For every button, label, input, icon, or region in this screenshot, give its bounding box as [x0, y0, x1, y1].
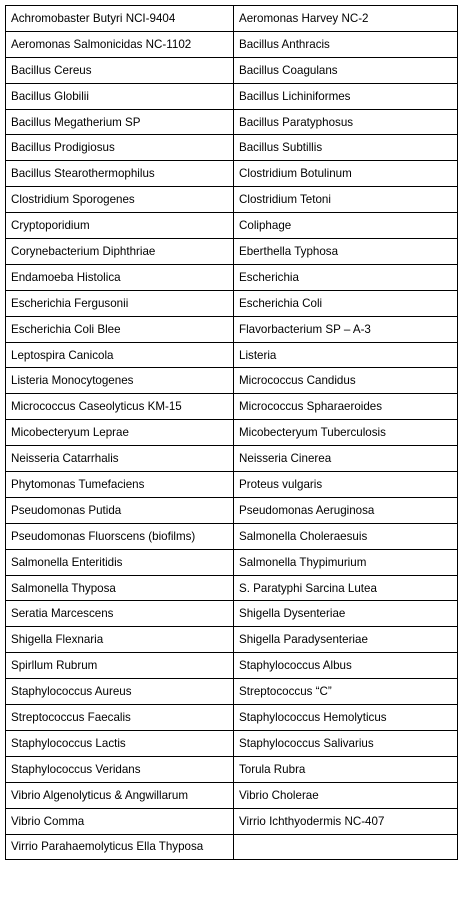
table-cell: Staphylococcus Hemolyticus — [234, 705, 458, 731]
table-row — [6, 834, 458, 860]
table-row — [6, 472, 458, 498]
table-cell: Micobecteryum Tuberculosis — [234, 420, 458, 446]
organism-table-body — [6, 6, 458, 860]
table-cell: Vibrio Comma — [6, 808, 234, 834]
table-cell: Coliphage — [234, 213, 458, 239]
table-cell: Virrio Parahaemolyticus Ella Thyposa — [6, 834, 234, 860]
table-cell: Clostridium Sporogenes — [6, 187, 234, 213]
table-cell: Bacillus Anthracis — [234, 31, 458, 57]
table-row — [6, 264, 458, 290]
table-row — [6, 6, 458, 32]
table-row — [6, 290, 458, 316]
table-cell: Staphylococcus Veridans — [6, 756, 234, 782]
table-row — [6, 342, 458, 368]
table-row — [6, 627, 458, 653]
table-cell: Streptococcus “C” — [234, 679, 458, 705]
table-row — [6, 756, 458, 782]
table-cell: Listeria Monocytogenes — [6, 368, 234, 394]
table-cell: Vibrio Algenolyticus & Angwillarum — [6, 782, 234, 808]
table-cell: Torula Rubra — [234, 756, 458, 782]
table-row — [6, 187, 458, 213]
table-cell: Escherichia Fergusonii — [6, 290, 234, 316]
table-row — [6, 679, 458, 705]
table-row — [6, 109, 458, 135]
table-row — [6, 394, 458, 420]
table-cell: Micrococcus Spharaeroides — [234, 394, 458, 420]
table-cell: Salmonella Enteritidis — [6, 549, 234, 575]
table-cell: Bacillus Globilii — [6, 83, 234, 109]
table-cell: Shigella Dysenteriae — [234, 601, 458, 627]
table-cell: Bacillus Coagulans — [234, 57, 458, 83]
table-cell: Achromobaster Butyri NCI-9404 — [6, 6, 234, 32]
table-row — [6, 161, 458, 187]
table-cell: Pseudomonas Fluorscens (biofilms) — [6, 523, 234, 549]
table-row — [6, 705, 458, 731]
table-cell: Micrococcus Candidus — [234, 368, 458, 394]
table-cell: Staphylococcus Albus — [234, 653, 458, 679]
table-cell: Proteus vulgaris — [234, 472, 458, 498]
table-cell: Streptococcus Faecalis — [6, 705, 234, 731]
table-cell: Shigella Paradysenteriae — [234, 627, 458, 653]
table-cell — [234, 834, 458, 860]
table-row — [6, 575, 458, 601]
table-cell: Virrio Ichthyodermis NC-407 — [234, 808, 458, 834]
table-row — [6, 653, 458, 679]
table-cell: Spirllum Rubrum — [6, 653, 234, 679]
table-cell: Listeria — [234, 342, 458, 368]
table-cell: Cryptoporidium — [6, 213, 234, 239]
table-cell: Bacillus Megatherium SP — [6, 109, 234, 135]
table-cell: Endamoeba Histolica — [6, 264, 234, 290]
table-cell: Shigella Flexnaria — [6, 627, 234, 653]
table-row — [6, 730, 458, 756]
table-cell: Micobecteryum Leprae — [6, 420, 234, 446]
table-cell: Micrococcus Caseolyticus KM-15 — [6, 394, 234, 420]
table-cell: Aeromonas Harvey NC-2 — [234, 6, 458, 32]
table-row — [6, 368, 458, 394]
table-row — [6, 523, 458, 549]
table-cell: Bacillus Paratyphosus — [234, 109, 458, 135]
table-cell: Bacillus Stearothermophilus — [6, 161, 234, 187]
table-cell: Leptospira Canicola — [6, 342, 234, 368]
organism-table — [5, 5, 458, 860]
table-cell: Staphylococcus Aureus — [6, 679, 234, 705]
table-row — [6, 601, 458, 627]
table-cell: Bacillus Prodigiosus — [6, 135, 234, 161]
table-cell: Staphylococcus Lactis — [6, 730, 234, 756]
table-cell: Escherichia — [234, 264, 458, 290]
table-cell: Pseudomonas Aeruginosa — [234, 497, 458, 523]
table-row — [6, 83, 458, 109]
table-row — [6, 446, 458, 472]
table-cell: Corynebacterium Diphthriae — [6, 239, 234, 265]
table-row — [6, 213, 458, 239]
table-cell: Clostridium Tetoni — [234, 187, 458, 213]
table-cell: Salmonella Thyposa — [6, 575, 234, 601]
table-row — [6, 239, 458, 265]
table-cell: Salmonella Thypimurium — [234, 549, 458, 575]
table-cell: Phytomonas Tumefaciens — [6, 472, 234, 498]
table-cell: Aeromonas Salmonicidas NC-1102 — [6, 31, 234, 57]
table-cell: Eberthella Typhosa — [234, 239, 458, 265]
table-row — [6, 549, 458, 575]
table-cell: Pseudomonas Putida — [6, 497, 234, 523]
table-cell: Bacillus Lichiniformes — [234, 83, 458, 109]
table-cell: Neisseria Catarrhalis — [6, 446, 234, 472]
table-cell: S. Paratyphi Sarcina Lutea — [234, 575, 458, 601]
table-row — [6, 57, 458, 83]
table-cell: Escherichia Coli Blee — [6, 316, 234, 342]
table-row — [6, 31, 458, 57]
table-cell: Escherichia Coli — [234, 290, 458, 316]
table-cell: Vibrio Cholerae — [234, 782, 458, 808]
table-cell: Flavorbacterium SP – A-3 — [234, 316, 458, 342]
table-cell: Neisseria Cinerea — [234, 446, 458, 472]
table-row — [6, 808, 458, 834]
table-cell: Staphylococcus Salivarius — [234, 730, 458, 756]
table-cell: Bacillus Cereus — [6, 57, 234, 83]
table-row — [6, 316, 458, 342]
table-row — [6, 420, 458, 446]
table-row — [6, 135, 458, 161]
table-cell: Seratia Marcescens — [6, 601, 234, 627]
table-row — [6, 497, 458, 523]
table-cell: Salmonella Choleraesuis — [234, 523, 458, 549]
table-cell: Clostridium Botulinum — [234, 161, 458, 187]
table-cell: Bacillus Subtillis — [234, 135, 458, 161]
table-row — [6, 782, 458, 808]
